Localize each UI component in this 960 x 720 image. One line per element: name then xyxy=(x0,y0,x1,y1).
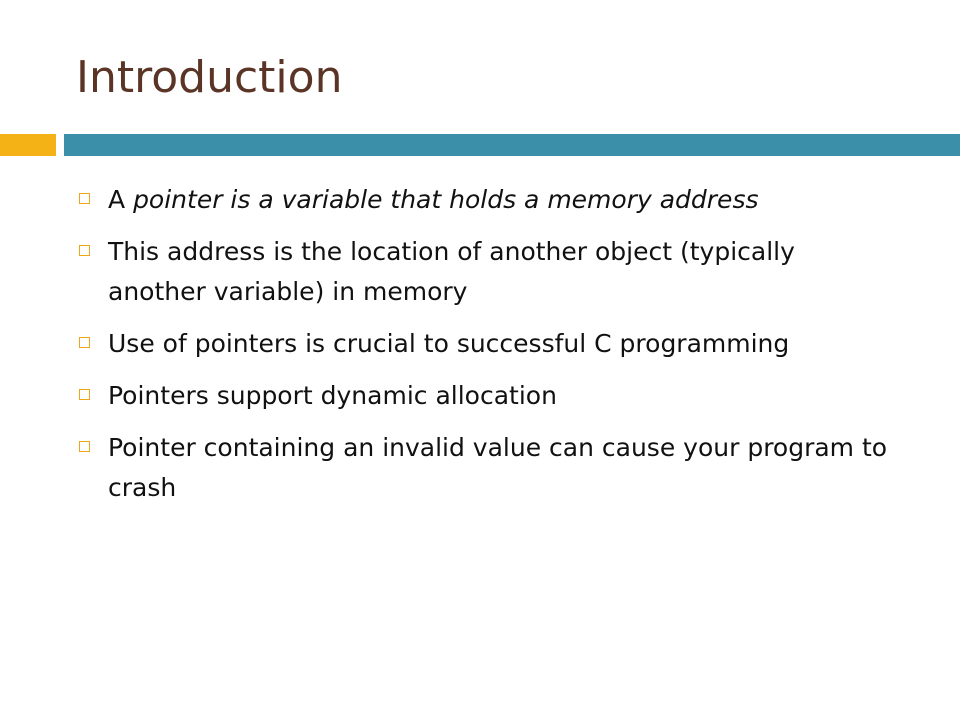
bullet-text-segment: This address is the location of another object (typically another variable) in memory xyxy=(108,237,795,306)
bullet-text-segment: Use of pointers is crucial to successful C programming xyxy=(108,329,790,358)
bullet-item xyxy=(76,376,896,416)
bullet-text-segment: Pointers support dynamic allocation xyxy=(108,381,557,410)
hollow-square-bullet-icon xyxy=(79,441,90,452)
title-accent-bar xyxy=(0,134,56,156)
hollow-square-bullet-icon xyxy=(79,389,90,400)
bullet-list xyxy=(76,180,896,520)
bullet-text-segment: A xyxy=(108,185,134,214)
bullet-item xyxy=(76,324,896,364)
bullet-text-segment: Pointer containing an invalid value can cause your program to crash xyxy=(108,433,888,502)
hollow-square-bullet-icon xyxy=(79,193,90,204)
hollow-square-bullet-icon xyxy=(79,337,90,348)
bullet-item xyxy=(76,180,896,220)
title-divider-bar xyxy=(64,134,960,156)
bullet-text-italic: pointer is a variable that holds a memory address xyxy=(133,185,759,214)
hollow-square-bullet-icon xyxy=(79,245,90,256)
bullet-text xyxy=(108,237,795,306)
bullet-text xyxy=(108,329,789,358)
bullet-text xyxy=(108,381,557,410)
bullet-text xyxy=(108,433,887,502)
bullet-item xyxy=(76,232,896,312)
slide-title: Introduction xyxy=(76,52,343,103)
bullet-text xyxy=(108,185,759,214)
bullet-item xyxy=(76,428,896,508)
